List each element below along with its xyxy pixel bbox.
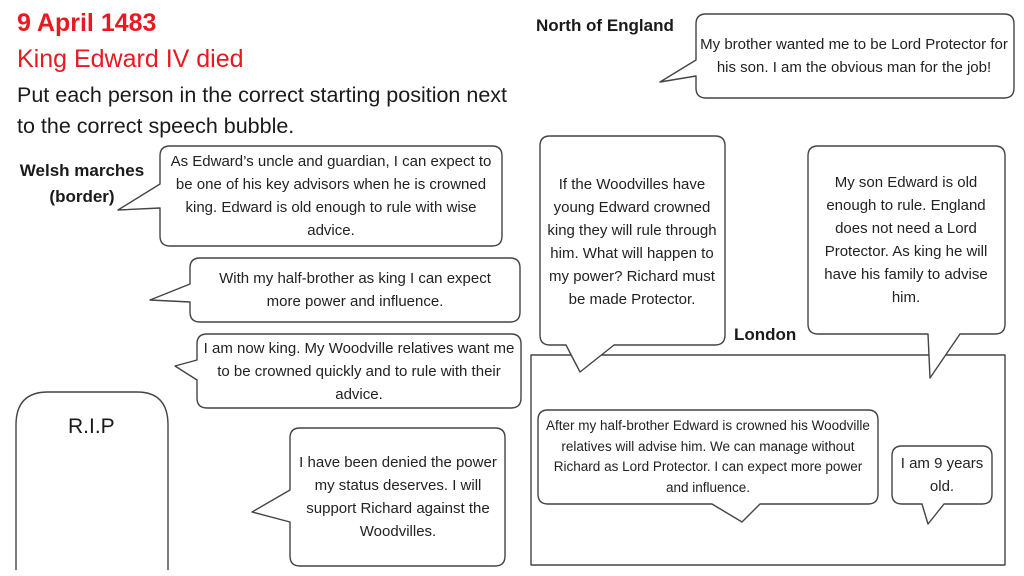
text-after-crowned: After my half-brother Edward is crowned his Woodville relatives will advise him. We can manage without Richard as Lord Protector. I can expect more power and influence. [546, 418, 870, 495]
event-title: King Edward IV died [17, 45, 244, 73]
tombstone-label: R.I.P [68, 415, 115, 438]
text-uncle-guardian: As Edward’s uncle and guardian, I can expect to be one of his key advisors when he is crowned king. Edward is old enough to rule with wise advice. [170, 153, 492, 239]
text-half-brother: With my half-brother as king I can expect more power and influence. [219, 270, 491, 310]
place-label-north: North of England [536, 16, 674, 35]
text-now-king: I am now king. My Woodville relatives want me to be crowned quickly and to rule with their advice. [203, 339, 515, 403]
text-nine-years: I am 9 years old. [900, 455, 984, 495]
instruction-text: Put each person in the correct starting position next to the correct speech bubble. [17, 83, 507, 138]
text-denied-power: I have been denied the power my status deserves. I will support Richard against the Woodvilles. [299, 454, 497, 540]
text-son-edward: My son Edward is old enough to rule. England does not need a Lord Protector. As king he will have his family to advise him. [824, 174, 988, 306]
place-label-london: London [734, 325, 797, 344]
text-north-lord: My brother wanted me to be Lord Protector for his son. I am the obvious man for the job! [700, 36, 1008, 76]
place-label-welsh: Welsh marches (border) [19, 161, 145, 206]
text-woodvilles-young: If the Woodvilles have young Edward crowned king they will rule through him. What will happen to my power? Richard must be made Protector. [547, 176, 717, 308]
event-date: 9 April 1483 [17, 9, 157, 37]
